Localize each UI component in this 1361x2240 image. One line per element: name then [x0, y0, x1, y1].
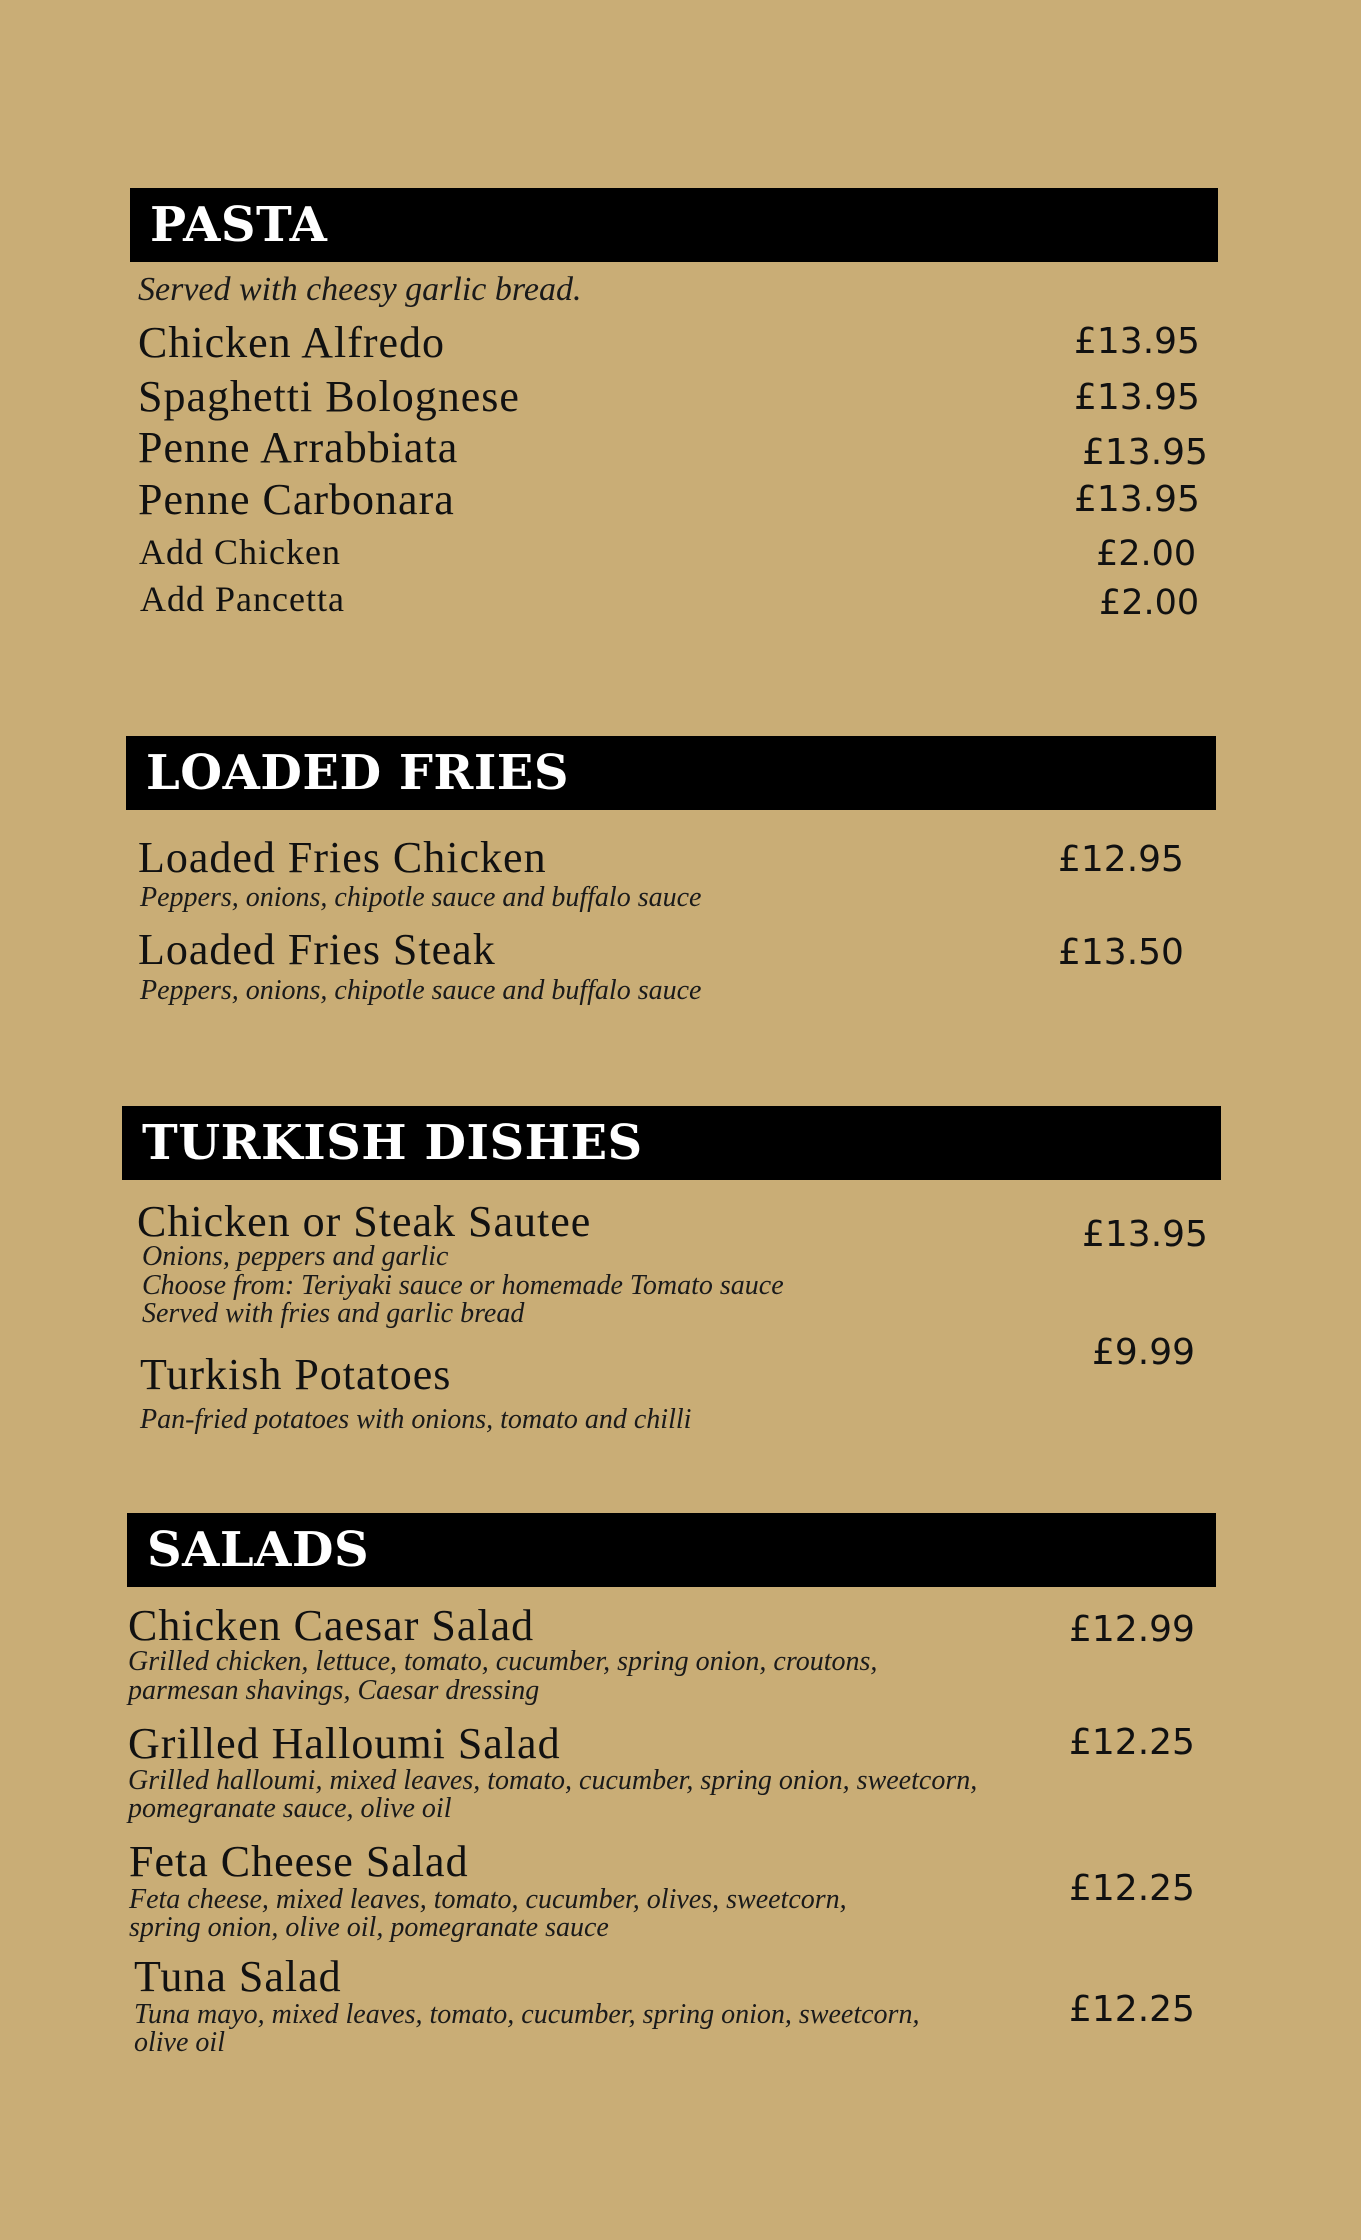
pasta-intro: Served with cheesy garlic bread. [138, 271, 582, 308]
menu-item-name: Turkish Potatoes [140, 1350, 452, 1399]
section-title-pasta: PASTA [150, 197, 328, 253]
menu-item-description: Peppers, onions, chipotle sauce and buffalo sauce [140, 882, 702, 913]
menu-item-price: £2.00 [1096, 534, 1197, 574]
menu-item-name: Penne Carbonara [138, 475, 455, 524]
menu-item-description: Grilled chicken, lettuce, tomato, cucumber, spring onion, croutons, [128, 1646, 878, 1677]
menu-item-description: Served with fries and garlic bread [142, 1298, 525, 1329]
menu-item-name: Chicken Caesar Salad [128, 1601, 535, 1650]
section-title-turkish-dishes: TURKISH DISHES [142, 1115, 643, 1171]
menu-item-description: Onions, peppers and garlic [142, 1241, 449, 1272]
menu-item-name: Loaded Fries Chicken [138, 833, 547, 882]
menu-item-name: Grilled Halloumi Salad [128, 1719, 561, 1768]
menu-item-name: Spaghetti Bolognese [138, 372, 520, 421]
menu-item-price: £13.95 [1074, 321, 1200, 362]
turkish-header-bar [122, 1106, 1221, 1180]
menu-item-price: £12.25 [1069, 1722, 1195, 1763]
menu-item-name: Tuna Salad [134, 1952, 342, 2001]
loaded-fries-header-bar [126, 736, 1216, 810]
menu-item-name: Feta Cheese Salad [129, 1837, 469, 1886]
pasta-header-bar [130, 188, 1218, 262]
menu-item-description: parmesan shavings, Caesar dressing [128, 1675, 540, 1706]
menu-item-price: £12.95 [1058, 839, 1184, 880]
menu-item-price: £13.95 [1082, 432, 1208, 473]
menu-item-price: £13.95 [1082, 1214, 1208, 1255]
menu-item-price: £12.99 [1069, 1609, 1195, 1650]
menu-item-description: Pan-fried potatoes with onions, tomato and chilli [140, 1404, 692, 1435]
menu-item-description: Choose from: Teriyaki sauce or homemade Tomato sauce [142, 1270, 784, 1301]
menu-item-price: £13.95 [1074, 377, 1200, 418]
menu-item-description: olive oil [134, 2027, 225, 2058]
menu-item-price: £9.99 [1092, 1332, 1196, 1373]
menu-item-price: £13.50 [1058, 932, 1184, 973]
menu-item-price: £12.25 [1069, 1868, 1195, 1909]
menu-item-name: Chicken Alfredo [138, 318, 446, 367]
menu-item-price: £2.00 [1099, 583, 1200, 623]
menu-item-name: Add Chicken [139, 532, 341, 572]
menu-item-description: Peppers, onions, chipotle sauce and buffalo sauce [140, 975, 702, 1006]
menu-item-description: Tuna mayo, mixed leaves, tomato, cucumber, spring onion, sweetcorn, [134, 1999, 920, 2030]
section-title-salads: SALADS [147, 1522, 370, 1578]
menu-item-description: Grilled halloumi, mixed leaves, tomato, cucumber, spring onion, sweetcorn, [128, 1765, 978, 1796]
menu-item-name: Add Pancetta [140, 579, 345, 619]
menu-item-description: pomegranate sauce, olive oil [128, 1793, 452, 1824]
section-title-loaded-fries: LOADED FRIES [146, 745, 570, 801]
menu-item-name: Loaded Fries Steak [138, 925, 496, 974]
menu-item-name: Chicken or Steak Sautee [137, 1197, 592, 1246]
menu-item-description: spring onion, olive oil, pomegranate sauce [129, 1912, 609, 1943]
menu-item-price: £13.95 [1074, 479, 1200, 520]
salads-header-bar [127, 1513, 1216, 1587]
menu-item-name: Penne Arrabbiata [138, 423, 459, 472]
menu-item-description: Feta cheese, mixed leaves, tomato, cucumber, olives, sweetcorn, [129, 1884, 847, 1915]
menu-item-price: £12.25 [1069, 1989, 1195, 2030]
